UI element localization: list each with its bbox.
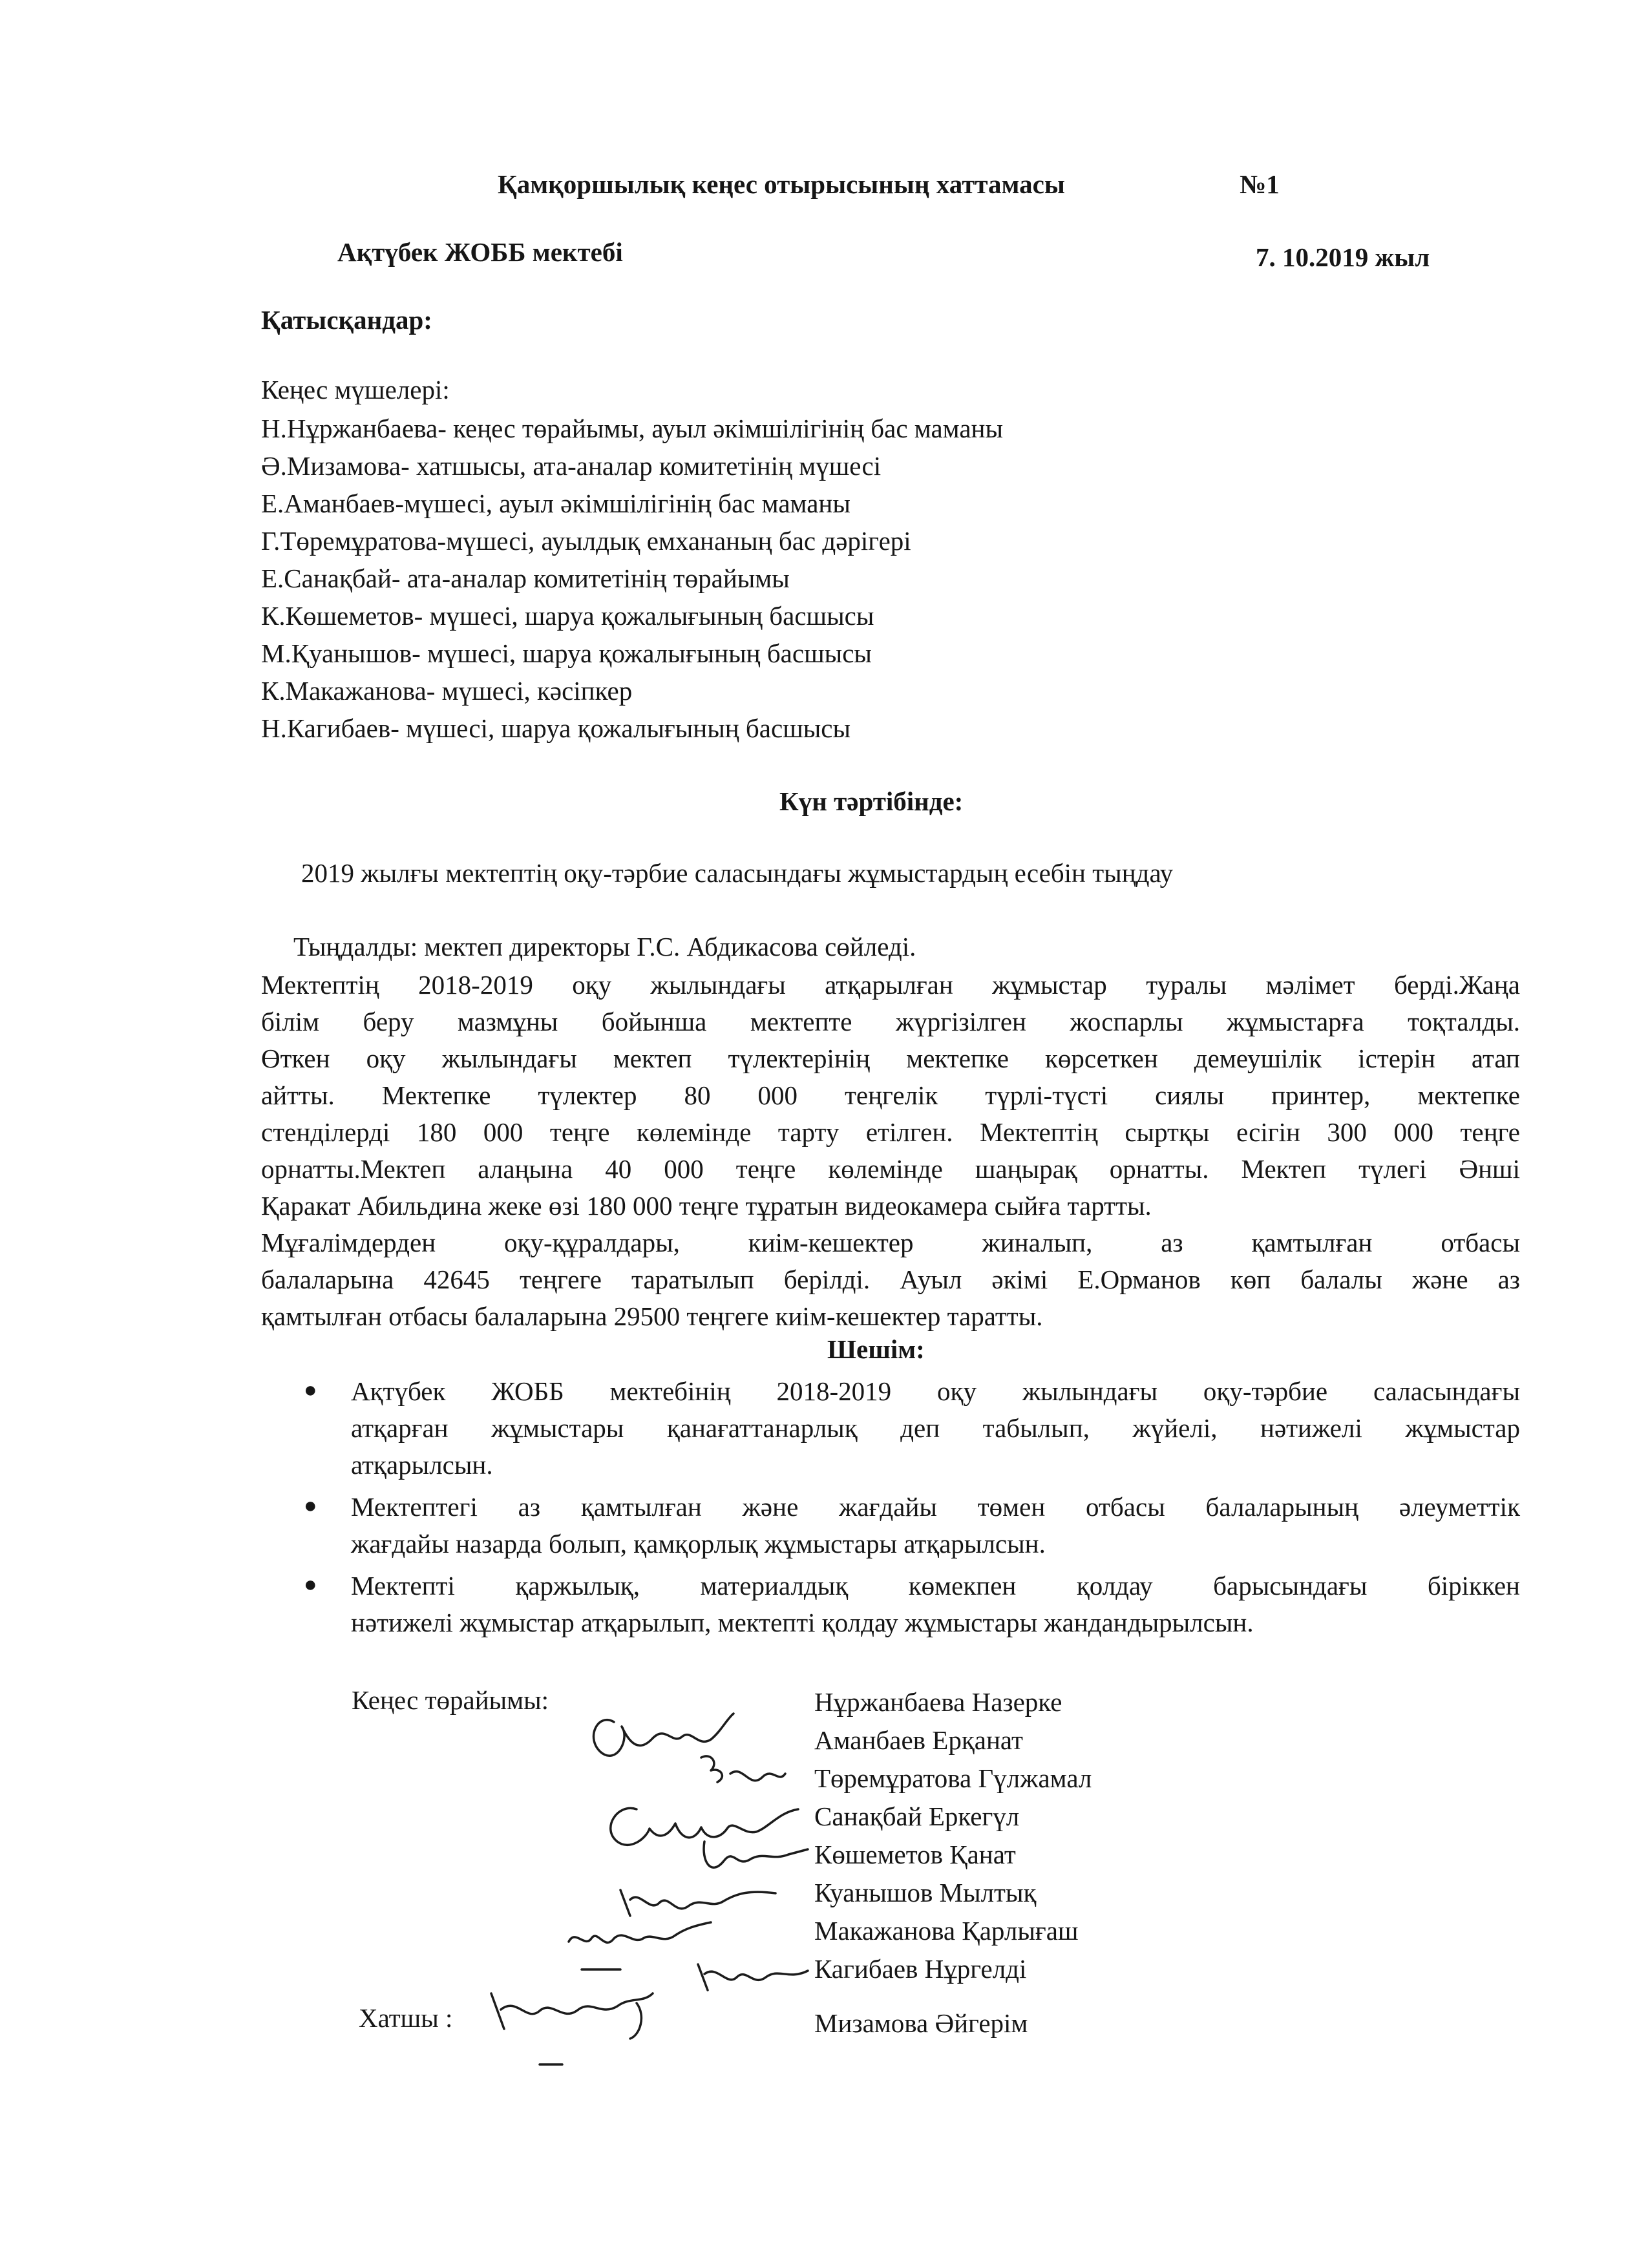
members-label: Кеңес мүшелері: <box>261 375 450 404</box>
decision-line: жағдайы назарда болып, қамқорлық жұмыстары атқарылсын. <box>351 1529 1046 1559</box>
signatory-name: Макажанова Қарлығаш <box>814 1916 1079 1946</box>
member-item: Е.Аманбаев-мүшесі, ауыл әкімшілігінің бас маманы <box>261 488 850 518</box>
signatory-name: Мизамова Әйгерім <box>814 2008 1028 2038</box>
report-line: балаларына 42645 теңгеге таратылып берілді. Ауыл әкімі Е.Орманов көп балалы және аз <box>261 1265 1520 1294</box>
signature-mark <box>698 1964 808 1990</box>
signature-mark <box>491 1993 653 2039</box>
report-line: Мектептің 2018-2019 оқу жылындағы атқарылған жұмыстар туралы мәлімет берді.Жаңа <box>261 970 1520 1000</box>
member-item: Е.Санақбай- ата-аналар комитетінің төрайымы <box>261 563 790 593</box>
decision-heading: Шешім: <box>827 1334 925 1364</box>
decision-line: Мектептегі аз қамтылған және жағдайы төмен отбасы балаларының әлеуметтік <box>351 1492 1520 1522</box>
report-line: стенділерді 180 000 теңге көлемінде тарту етілген. Мектептің сыртқы есігін 300 000 теңге <box>261 1117 1520 1147</box>
decision-line: нәтижелі жұмыстар атқарылып, мектепті қолдау жұмыстары жандандырылсын. <box>351 1608 1254 1637</box>
meeting-date: 7. 10.2019 жыл <box>1256 242 1430 272</box>
document-title: Қамқоршылық кеңес отырысының хаттамасы <box>498 169 1065 199</box>
signature-mark <box>611 1808 798 1845</box>
member-item: Н.Кагибаев- мүшесі, шаруа қожалығының басшысы <box>261 713 851 743</box>
report-line: білім беру мазмұны бойынша мектепте жүргізілген жоспарлы жұмыстарға тоқталды. <box>261 1007 1520 1036</box>
bullet-icon: ● <box>304 1378 317 1402</box>
member-item: Г.Төремұратова-мүшесі, ауылдық емхананың бас дәрігері <box>261 526 911 556</box>
heard-line: Тыңдалды: мектеп директоры Г.С. Абдикасова сөйледі. <box>293 932 916 961</box>
participants-heading: Қатысқандар: <box>261 305 432 335</box>
decision-line: атқарылсын. <box>351 1450 493 1480</box>
signature-mark <box>569 1922 711 1942</box>
signatory-name: Санақбай Еркегүл <box>814 1801 1020 1831</box>
chair-label: Кеңес төрайымы: <box>352 1685 549 1715</box>
signature-mark <box>620 1890 776 1916</box>
member-item: К.Көшеметов- мүшесі, шаруа қожалығының басшысы <box>261 601 874 631</box>
agenda-item: 2019 жылғы мектептің оқу-тәрбие саласындағы жұмыстардың есебін тыңдау <box>301 858 1174 888</box>
signatory-name: Куанышов Мылтық <box>814 1878 1037 1907</box>
report-line: Қаракат Абильдина жеке өзі 180 000 теңге тұратын видеокамера сыйға тартты. <box>261 1191 1152 1221</box>
signatory-name: Көшеметов Қанат <box>814 1840 1016 1869</box>
signatory-name: Аманбаев Ерқанат <box>814 1725 1023 1755</box>
report-line: айтты. Мектепке түлектер 80 000 теңгелік түрлі-түсті сиялы принтер, мектепке <box>261 1080 1520 1110</box>
member-item: Ә.Мизамова- хатшысы, ата-аналар комитетінің мүшесі <box>261 451 882 481</box>
signatory-name: Кагибаев Нұргелді <box>814 1954 1027 1984</box>
bullet-icon: ● <box>304 1573 317 1597</box>
member-item: М.Қуанышов- мүшесі, шаруа қожалығының басшысы <box>261 638 872 668</box>
decision-line: Мектепті қаржылық, материалдық көмекпен қолдау барысындағы біріккен <box>351 1571 1520 1601</box>
signature-mark <box>701 1756 785 1782</box>
protocol-number: №1 <box>1240 169 1280 199</box>
decision-line: атқарған жұмыстары қанағаттанарлық деп табылып, жүйелі, нәтижелі жұмыстар <box>351 1413 1520 1443</box>
agenda-heading: Күн тәртібінде: <box>779 786 964 816</box>
signatory-name: Төремұратова Гүлжамал <box>814 1763 1092 1793</box>
decision-line: Ақтүбек ЖОББ мектебінің 2018-2019 оқу жылындағы оқу-тәрбие саласындағы <box>351 1376 1520 1406</box>
member-item: Н.Нұржанбаева- кеңес төрайымы, ауыл әкімшілігінің бас маманы <box>261 414 1003 443</box>
report-line: Мұғалімдерден оқу-құралдары, киім-кешектер жиналып, аз қамтылған отбасы <box>261 1228 1520 1257</box>
bullet-icon: ● <box>304 1494 317 1518</box>
report-line: орнатты.Мектеп алаңына 40 000 теңге көлемінде шаңырақ орнатты. Мектеп түлегі Әнші <box>261 1154 1520 1184</box>
report-line: қамтылған отбасы балаларына 29500 теңгеге киім-кешектер таратты. <box>261 1301 1043 1331</box>
signatory-name: Нұржанбаева Назерке <box>814 1687 1062 1717</box>
school-name: Ақтүбек ЖОББ мектебі <box>337 237 623 267</box>
signature-mark <box>594 1714 734 1756</box>
secretary-label: Хатшы : <box>359 2003 453 2033</box>
report-line: Өткен оқу жылындағы мектеп түлектерінің мектепке көрсеткен демеушілік істерін атап <box>261 1044 1520 1073</box>
member-item: К.Макажанова- мүшесі, кәсіпкер <box>261 676 633 706</box>
signature-mark <box>704 1842 808 1867</box>
